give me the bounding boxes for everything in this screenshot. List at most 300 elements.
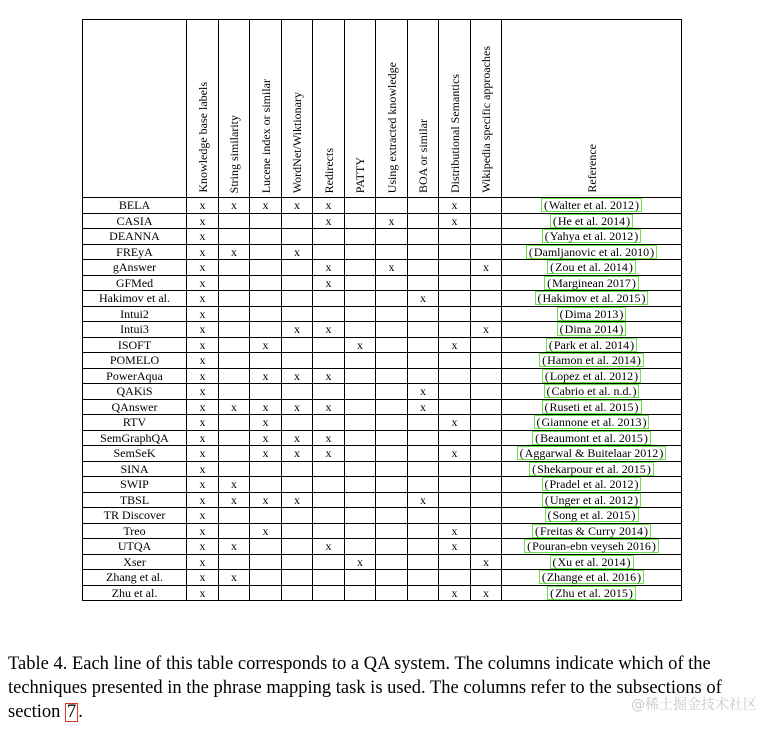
technique-mark-cell: x	[471, 322, 502, 338]
technique-mark-cell	[471, 384, 502, 400]
technique-mark-cell	[282, 306, 313, 322]
system-name-cell: QAKiS	[83, 384, 187, 400]
technique-mark-cell: x	[219, 399, 250, 415]
citation-link[interactable]	[544, 384, 640, 398]
technique-mark-cell: x	[313, 399, 345, 415]
system-name-cell: BELA	[83, 198, 187, 214]
citation-link[interactable]	[535, 291, 649, 305]
technique-mark-cell	[471, 570, 502, 586]
technique-mark-cell: x	[250, 446, 282, 462]
technique-mark-cell	[439, 508, 471, 524]
system-name-cell: TR Discover	[83, 508, 187, 524]
table-row	[83, 260, 682, 276]
technique-mark-cell	[219, 275, 250, 291]
technique-mark-cell	[408, 322, 439, 338]
technique-mark-cell	[408, 368, 439, 384]
citation-close-paren: )	[628, 585, 633, 600]
citation-close-paren: )	[634, 399, 639, 414]
column-header-label: Lucene index or similar	[258, 78, 273, 193]
reference-cell	[502, 492, 682, 508]
technique-mark-cell: x	[219, 492, 250, 508]
reference-cell	[502, 275, 682, 291]
technique-mark-cell	[282, 415, 313, 431]
technique-mark-cell	[408, 539, 439, 555]
technique-mark-cell	[345, 430, 376, 446]
technique-mark-cell	[219, 322, 250, 338]
reference-cell	[502, 198, 682, 214]
technique-mark-cell	[313, 337, 345, 353]
technique-mark-cell: x	[439, 213, 471, 229]
technique-mark-cell	[439, 477, 471, 493]
technique-mark-cell	[408, 570, 439, 586]
technique-mark-cell: x	[187, 585, 219, 601]
system-name-cell: RTV	[83, 415, 187, 431]
technique-mark-cell: x	[187, 492, 219, 508]
column-header-knowledge-base-labels	[187, 20, 219, 198]
technique-mark-cell	[345, 260, 376, 276]
technique-mark-cell	[282, 477, 313, 493]
citation-text: Xu et al. 2014	[557, 554, 626, 569]
technique-mark-cell	[408, 337, 439, 353]
column-header-label: String similarity	[227, 114, 241, 193]
citation-link[interactable]	[542, 229, 641, 243]
citation-link[interactable]	[529, 462, 654, 476]
technique-mark-cell	[282, 461, 313, 477]
table-row	[83, 229, 682, 245]
reference-cell	[502, 461, 682, 477]
citation-open-paren: (	[543, 198, 548, 213]
technique-mark-cell	[408, 585, 439, 601]
caption-text: Table 4. Each line of this table corresponds to a QA system. The columns indicate which of the techniques presented in the phrase mapping task is used. The columns refer to the subsections of section	[8, 654, 722, 722]
table-row	[83, 291, 682, 307]
technique-mark-cell: x	[187, 322, 219, 338]
technique-mark-cell	[219, 353, 250, 369]
technique-mark-cell	[471, 353, 502, 369]
technique-mark-cell	[376, 430, 408, 446]
technique-mark-cell	[471, 229, 502, 245]
citation-text: Yahya et al. 2012	[549, 229, 634, 244]
column-header-string-similarity	[219, 20, 250, 198]
column-header-label: Distributional Semantics	[447, 74, 462, 193]
citation-link[interactable]	[517, 446, 667, 460]
technique-mark-cell: x	[250, 337, 282, 353]
technique-mark-cell: x	[187, 198, 219, 214]
technique-mark-cell	[219, 306, 250, 322]
system-name-cell: Xser	[83, 554, 187, 570]
technique-mark-cell: x	[250, 415, 282, 431]
technique-mark-cell	[439, 461, 471, 477]
column-header-label: Using extracted knowledge	[384, 61, 399, 193]
citation-link[interactable]	[542, 477, 642, 491]
technique-mark-cell	[313, 461, 345, 477]
reference-cell	[502, 337, 682, 353]
technique-mark-cell	[376, 508, 408, 524]
technique-mark-cell	[408, 461, 439, 477]
citation-open-paren: (	[550, 260, 555, 275]
technique-mark-cell	[439, 244, 471, 260]
technique-mark-cell	[219, 260, 250, 276]
table-row	[83, 585, 682, 601]
technique-mark-cell	[219, 291, 250, 307]
technique-mark-cell	[345, 570, 376, 586]
citation-text: Zhange et al. 2016	[546, 570, 637, 585]
citation-link[interactable]	[542, 369, 641, 383]
technique-mark-cell	[313, 415, 345, 431]
citation-open-paren: (	[535, 430, 540, 445]
citation-open-paren: (	[544, 492, 549, 507]
system-name-cell: PowerAqua	[83, 368, 187, 384]
technique-mark-cell	[376, 353, 408, 369]
technique-mark-cell	[219, 508, 250, 524]
citation-close-paren: )	[619, 322, 624, 337]
technique-mark-cell	[219, 368, 250, 384]
technique-mark-cell: x	[219, 539, 250, 555]
citation-link[interactable]	[539, 353, 644, 367]
citation-open-paren: (	[552, 554, 557, 569]
technique-mark-cell	[471, 291, 502, 307]
technique-mark-cell	[471, 430, 502, 446]
technique-mark-cell	[313, 306, 345, 322]
technique-mark-cell	[376, 368, 408, 384]
technique-mark-cell	[250, 244, 282, 260]
technique-mark-cell: x	[439, 337, 471, 353]
technique-mark-cell	[219, 337, 250, 353]
table-row	[83, 523, 682, 539]
technique-mark-cell: x	[408, 291, 439, 307]
technique-mark-cell	[471, 508, 502, 524]
technique-mark-cell: x	[187, 477, 219, 493]
technique-mark-cell	[408, 353, 439, 369]
technique-mark-cell	[439, 430, 471, 446]
citation-link[interactable]	[539, 570, 644, 584]
technique-mark-cell	[345, 229, 376, 245]
technique-mark-cell: x	[282, 430, 313, 446]
citation-close-paren: )	[628, 260, 633, 275]
table-row	[83, 368, 682, 384]
technique-mark-cell	[376, 461, 408, 477]
table-row	[83, 306, 682, 322]
system-name-cell: Zhu et al.	[83, 585, 187, 601]
citation-close-paren: )	[643, 430, 648, 445]
citation-text: Freitas & Curry 2014	[540, 523, 643, 538]
technique-mark-cell	[219, 446, 250, 462]
citation-text: Song et al. 2015	[552, 508, 631, 523]
citation-close-paren: )	[631, 508, 636, 523]
technique-mark-cell	[345, 213, 376, 229]
citation-open-paren: (	[559, 306, 564, 321]
technique-mark-cell	[313, 477, 345, 493]
phrase-mapping-table-container	[82, 19, 682, 601]
citation-link[interactable]	[542, 493, 641, 507]
technique-mark-cell: x	[187, 430, 219, 446]
technique-mark-cell: x	[376, 260, 408, 276]
technique-mark-cell	[345, 368, 376, 384]
technique-mark-cell	[250, 213, 282, 229]
citation-link[interactable]	[557, 307, 627, 321]
technique-mark-cell: x	[187, 570, 219, 586]
technique-mark-cell: x	[282, 198, 313, 214]
technique-mark-cell: x	[282, 399, 313, 415]
citation-text: Dima 2013	[564, 306, 619, 321]
technique-mark-cell	[376, 306, 408, 322]
technique-mark-cell: x	[250, 523, 282, 539]
table-row	[83, 353, 682, 369]
system-name-cell: TBSL	[83, 492, 187, 508]
technique-mark-cell	[408, 554, 439, 570]
technique-mark-cell: x	[313, 213, 345, 229]
technique-mark-cell: x	[282, 446, 313, 462]
citation-open-paren: (	[547, 508, 552, 523]
technique-mark-cell: x	[250, 492, 282, 508]
citation-open-paren: (	[552, 213, 557, 228]
system-name-cell: GFMed	[83, 275, 187, 291]
technique-mark-cell	[439, 260, 471, 276]
technique-mark-cell: x	[187, 306, 219, 322]
technique-mark-cell	[439, 291, 471, 307]
technique-mark-cell	[250, 229, 282, 245]
reference-cell	[502, 585, 682, 601]
technique-mark-cell	[250, 306, 282, 322]
technique-mark-cell	[471, 275, 502, 291]
technique-mark-cell	[408, 446, 439, 462]
technique-mark-cell	[282, 384, 313, 400]
citation-open-paren: (	[544, 368, 549, 383]
technique-mark-cell	[250, 539, 282, 555]
technique-mark-cell	[250, 384, 282, 400]
technique-mark-cell	[345, 353, 376, 369]
citation-open-paren: (	[519, 446, 524, 461]
technique-mark-cell: x	[250, 198, 282, 214]
technique-mark-cell: x	[313, 430, 345, 446]
technique-mark-cell: x	[187, 554, 219, 570]
citation-link[interactable]	[532, 524, 651, 538]
column-header-wikipedia-specific-approaches	[471, 20, 502, 198]
column-header-label: Reference	[584, 144, 599, 193]
citation-close-paren: )	[631, 275, 636, 290]
technique-mark-cell	[471, 523, 502, 539]
technique-mark-cell: x	[187, 213, 219, 229]
technique-mark-cell	[345, 523, 376, 539]
technique-mark-cell	[313, 353, 345, 369]
citation-open-paren: (	[535, 523, 539, 538]
technique-mark-cell	[376, 415, 408, 431]
citation-close-paren: )	[634, 492, 639, 507]
technique-mark-cell	[376, 384, 408, 400]
citation-text: Ruseti et al. 2015	[549, 399, 634, 414]
technique-mark-cell	[345, 306, 376, 322]
citation-text: Walter et al. 2012	[548, 198, 634, 213]
citation-open-paren: (	[536, 415, 541, 430]
technique-mark-cell	[471, 399, 502, 415]
technique-mark-cell	[376, 229, 408, 245]
technique-mark-cell	[439, 384, 471, 400]
citation-open-paren: (	[541, 570, 546, 585]
citation-link[interactable]	[547, 260, 636, 274]
technique-mark-cell	[439, 492, 471, 508]
table-row	[83, 570, 682, 586]
technique-mark-cell	[345, 384, 376, 400]
citation-text: Damljanovic et al. 2010	[533, 244, 650, 259]
table-row	[83, 322, 682, 338]
technique-mark-cell	[376, 523, 408, 539]
citation-close-paren: )	[651, 539, 656, 554]
technique-mark-cell	[471, 477, 502, 493]
table-row	[83, 554, 682, 570]
citation-close-paren: )	[630, 337, 635, 352]
technique-mark-cell: x	[313, 260, 345, 276]
technique-mark-cell	[408, 229, 439, 245]
citation-text: Pradel et al. 2012	[549, 477, 634, 492]
citation-text: Zhu et al. 2015	[555, 585, 628, 600]
technique-mark-cell: x	[471, 260, 502, 276]
citation-link[interactable]	[550, 555, 634, 569]
technique-mark-cell	[408, 430, 439, 446]
table-row	[83, 477, 682, 493]
citation-open-paren: (	[544, 229, 549, 244]
citation-text: Beaumont et al. 2015	[540, 430, 643, 445]
technique-mark-cell	[250, 291, 282, 307]
technique-mark-cell	[313, 384, 345, 400]
technique-mark-cell	[313, 244, 345, 260]
technique-mark-cell	[282, 260, 313, 276]
citation-open-paren: (	[544, 477, 549, 492]
technique-mark-cell: x	[471, 554, 502, 570]
technique-mark-cell	[376, 337, 408, 353]
technique-mark-cell	[313, 492, 345, 508]
citation-link[interactable]	[542, 400, 642, 414]
system-name-cell: Zhang et al.	[83, 570, 187, 586]
technique-mark-cell	[376, 554, 408, 570]
citation-text: Pouran-ebn veyseh 2016	[532, 539, 651, 554]
technique-mark-cell	[471, 461, 502, 477]
technique-mark-cell	[376, 275, 408, 291]
citation-link[interactable]	[526, 245, 657, 259]
system-name-cell: FREyA	[83, 244, 187, 260]
technique-mark-cell	[376, 539, 408, 555]
reference-cell	[502, 306, 682, 322]
technique-mark-cell	[282, 554, 313, 570]
column-header-label: BOA or similar	[416, 119, 430, 193]
citation-link[interactable]	[546, 338, 637, 352]
technique-mark-cell: x	[313, 539, 345, 555]
column-header-using-extracted-knowledge	[376, 20, 408, 198]
technique-mark-cell	[219, 415, 250, 431]
system-name-cell: SemGraphQA	[83, 430, 187, 446]
technique-mark-cell	[408, 477, 439, 493]
technique-mark-cell	[471, 213, 502, 229]
technique-mark-cell: x	[219, 477, 250, 493]
phrase-mapping-table	[82, 19, 682, 601]
reference-cell	[502, 446, 682, 462]
table-row	[83, 337, 682, 353]
technique-mark-cell	[376, 244, 408, 260]
technique-mark-cell: x	[187, 291, 219, 307]
technique-mark-cell: x	[471, 585, 502, 601]
reference-cell	[502, 322, 682, 338]
citation-link[interactable]	[557, 322, 627, 336]
citation-text: Shekarpour et al. 2015	[537, 461, 646, 476]
column-header-label: Knowledge base labels	[195, 82, 210, 193]
technique-mark-cell	[250, 275, 282, 291]
citation-link[interactable]	[547, 586, 636, 600]
table-row	[83, 508, 682, 524]
technique-mark-cell	[408, 306, 439, 322]
technique-mark-cell: x	[439, 523, 471, 539]
citation-link[interactable]	[544, 276, 639, 290]
technique-mark-cell: x	[345, 554, 376, 570]
technique-mark-cell: x	[282, 244, 313, 260]
table-row	[83, 446, 682, 462]
reference-cell	[502, 399, 682, 415]
technique-mark-cell	[313, 523, 345, 539]
technique-mark-cell: x	[282, 322, 313, 338]
technique-mark-cell: x	[250, 430, 282, 446]
table-row	[83, 213, 682, 229]
citation-open-paren: (	[544, 399, 549, 414]
technique-mark-cell	[376, 198, 408, 214]
citation-text: Dima 2014	[564, 322, 619, 337]
citation-text: Hamon et al. 2014	[547, 353, 636, 368]
system-name-cell: Hakimov et al.	[83, 291, 187, 307]
technique-mark-cell	[471, 337, 502, 353]
table-body	[83, 198, 682, 601]
citation-close-paren: )	[635, 198, 639, 213]
citation-text: Park et al. 2014	[553, 337, 630, 352]
citation-close-paren: )	[644, 523, 648, 538]
technique-mark-cell: x	[187, 229, 219, 245]
citation-link[interactable]	[524, 539, 659, 553]
citation-open-paren: (	[528, 244, 533, 259]
technique-mark-cell	[376, 570, 408, 586]
technique-mark-cell	[408, 523, 439, 539]
system-name-cell: Intui2	[83, 306, 187, 322]
technique-mark-cell	[345, 244, 376, 260]
technique-mark-cell	[439, 229, 471, 245]
technique-mark-cell	[313, 554, 345, 570]
section-link[interactable]: 7	[67, 702, 77, 722]
citation-text: Marginean 2017	[552, 275, 631, 290]
system-name-cell: SWIP	[83, 477, 187, 493]
citation-link[interactable]	[534, 415, 650, 429]
column-header-label: WordNet/Wiktionary	[290, 91, 304, 193]
table-row	[83, 492, 682, 508]
technique-mark-cell	[313, 229, 345, 245]
citation-open-paren: (	[548, 337, 553, 352]
technique-mark-cell	[345, 291, 376, 307]
system-name-cell: DEANNA	[83, 229, 187, 245]
technique-mark-cell: x	[219, 244, 250, 260]
table-row	[83, 430, 682, 446]
technique-mark-cell	[313, 585, 345, 601]
technique-mark-cell	[345, 322, 376, 338]
citation-link[interactable]	[541, 198, 642, 212]
citation-close-paren: )	[642, 415, 647, 430]
technique-mark-cell	[282, 539, 313, 555]
technique-mark-cell	[439, 554, 471, 570]
column-header-redirects	[313, 20, 345, 198]
technique-mark-cell	[250, 508, 282, 524]
citation-link[interactable]	[532, 431, 651, 445]
citation-link[interactable]	[545, 508, 639, 522]
technique-mark-cell	[250, 461, 282, 477]
reference-cell	[502, 368, 682, 384]
citation-link[interactable]	[550, 214, 633, 228]
technique-mark-cell	[250, 554, 282, 570]
technique-mark-cell	[313, 291, 345, 307]
citation-close-paren: )	[634, 477, 639, 492]
reference-cell	[502, 229, 682, 245]
technique-mark-cell: x	[187, 260, 219, 276]
